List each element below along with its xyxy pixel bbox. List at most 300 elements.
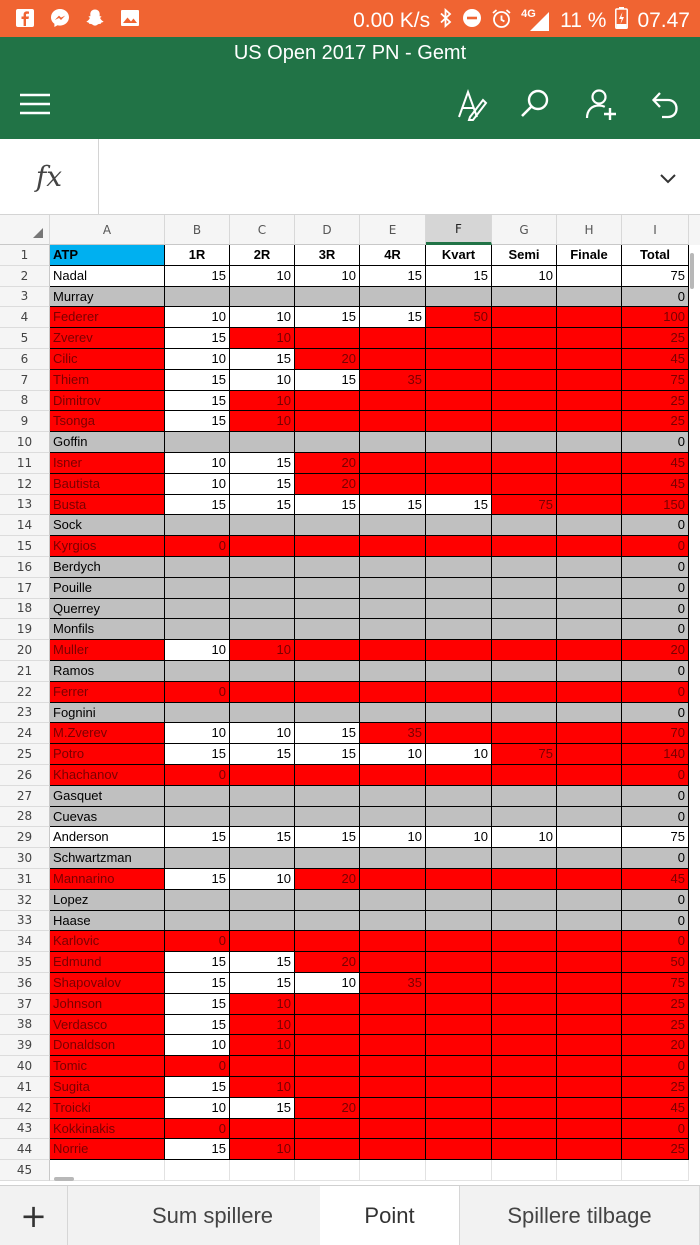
score-cell[interactable]: 15: [230, 495, 295, 516]
score-cell[interactable]: 0: [622, 786, 689, 807]
player-name-cell[interactable]: Potro: [50, 744, 165, 765]
score-cell[interactable]: 10: [165, 1098, 230, 1119]
score-cell[interactable]: [360, 931, 426, 952]
horizontal-scrollbar[interactable]: [54, 1177, 74, 1181]
score-cell[interactable]: [426, 536, 492, 557]
score-cell[interactable]: [492, 911, 557, 932]
row-header[interactable]: 10: [0, 432, 50, 453]
score-cell[interactable]: [360, 515, 426, 536]
score-cell[interactable]: [230, 786, 295, 807]
row-header[interactable]: 8: [0, 391, 50, 412]
search-icon[interactable]: [517, 86, 553, 122]
score-cell[interactable]: 0: [622, 682, 689, 703]
score-cell[interactable]: [557, 391, 622, 412]
score-cell[interactable]: [165, 911, 230, 932]
score-cell[interactable]: 10: [165, 307, 230, 328]
score-cell[interactable]: [492, 931, 557, 952]
player-name-cell[interactable]: Mannarino: [50, 869, 165, 890]
score-cell[interactable]: [557, 578, 622, 599]
score-cell[interactable]: 10: [426, 827, 492, 848]
score-cell[interactable]: [295, 848, 360, 869]
score-cell[interactable]: [426, 1077, 492, 1098]
column-header-d[interactable]: D: [295, 215, 360, 245]
player-name-cell[interactable]: Berdych: [50, 557, 165, 578]
score-cell[interactable]: [295, 1119, 360, 1140]
score-cell[interactable]: 15: [165, 328, 230, 349]
empty-cell[interactable]: [492, 1160, 557, 1181]
score-cell[interactable]: [295, 1139, 360, 1160]
score-cell[interactable]: [492, 599, 557, 620]
score-cell[interactable]: [557, 786, 622, 807]
undo-icon[interactable]: [647, 86, 683, 122]
row-header[interactable]: 32: [0, 890, 50, 911]
score-cell[interactable]: [230, 661, 295, 682]
select-all-corner[interactable]: [0, 215, 50, 245]
score-cell[interactable]: 10: [230, 266, 295, 287]
score-cell[interactable]: [492, 994, 557, 1015]
empty-cell[interactable]: [295, 1160, 360, 1181]
player-name-cell[interactable]: Lopez: [50, 890, 165, 911]
player-name-cell[interactable]: Goffin: [50, 432, 165, 453]
score-cell[interactable]: [360, 1077, 426, 1098]
score-cell[interactable]: [426, 994, 492, 1015]
score-cell[interactable]: [295, 765, 360, 786]
row-header[interactable]: 11: [0, 453, 50, 474]
empty-cell[interactable]: [360, 1160, 426, 1181]
score-cell[interactable]: 0: [165, 1056, 230, 1077]
score-cell[interactable]: [557, 1119, 622, 1140]
hamburger-menu-icon[interactable]: [17, 86, 53, 122]
score-cell[interactable]: [492, 536, 557, 557]
score-cell[interactable]: [360, 869, 426, 890]
score-cell[interactable]: 10: [230, 1139, 295, 1160]
row-header[interactable]: 43: [0, 1119, 50, 1140]
row-header[interactable]: 28: [0, 807, 50, 828]
row-header[interactable]: 45: [0, 1160, 50, 1181]
score-cell[interactable]: 0: [622, 911, 689, 932]
score-cell[interactable]: [426, 370, 492, 391]
player-name-cell[interactable]: Donaldson: [50, 1035, 165, 1056]
column-header-c[interactable]: C: [230, 215, 295, 245]
score-cell[interactable]: [557, 536, 622, 557]
score-cell[interactable]: [492, 765, 557, 786]
score-cell[interactable]: [230, 911, 295, 932]
player-name-cell[interactable]: Ferrer: [50, 682, 165, 703]
score-cell[interactable]: 75: [492, 744, 557, 765]
score-cell[interactable]: [492, 869, 557, 890]
score-cell[interactable]: [360, 682, 426, 703]
score-cell[interactable]: [557, 911, 622, 932]
score-cell[interactable]: [557, 599, 622, 620]
score-cell[interactable]: 15: [230, 1098, 295, 1119]
player-name-cell[interactable]: Murray: [50, 287, 165, 308]
score-cell[interactable]: [426, 848, 492, 869]
score-cell[interactable]: [165, 661, 230, 682]
score-cell[interactable]: 15: [165, 744, 230, 765]
score-cell[interactable]: [492, 807, 557, 828]
score-cell[interactable]: [557, 1035, 622, 1056]
add-person-icon[interactable]: [583, 86, 619, 122]
score-cell[interactable]: [426, 682, 492, 703]
score-cell[interactable]: [426, 599, 492, 620]
score-cell[interactable]: 35: [360, 723, 426, 744]
score-cell[interactable]: 0: [622, 848, 689, 869]
score-cell[interactable]: [426, 557, 492, 578]
score-cell[interactable]: [492, 848, 557, 869]
score-cell[interactable]: 15: [360, 266, 426, 287]
score-cell[interactable]: 25: [622, 391, 689, 412]
score-cell[interactable]: [492, 1077, 557, 1098]
score-cell[interactable]: 0: [622, 599, 689, 620]
score-cell[interactable]: 0: [622, 536, 689, 557]
row-header[interactable]: 36: [0, 973, 50, 994]
score-cell[interactable]: [557, 1056, 622, 1077]
row-header[interactable]: 17: [0, 578, 50, 599]
score-cell[interactable]: [295, 807, 360, 828]
score-cell[interactable]: [295, 619, 360, 640]
score-cell[interactable]: [360, 765, 426, 786]
player-name-cell[interactable]: Troicki: [50, 1098, 165, 1119]
score-cell[interactable]: [360, 952, 426, 973]
score-cell[interactable]: 20: [622, 1035, 689, 1056]
score-cell[interactable]: 15: [295, 495, 360, 516]
player-name-cell[interactable]: Verdasco: [50, 1015, 165, 1036]
header-cell-i[interactable]: Total: [622, 245, 689, 266]
score-cell[interactable]: [557, 640, 622, 661]
score-cell[interactable]: [557, 1098, 622, 1119]
score-cell[interactable]: [360, 1139, 426, 1160]
score-cell[interactable]: 50: [622, 952, 689, 973]
score-cell[interactable]: 10: [165, 1035, 230, 1056]
score-cell[interactable]: [230, 1056, 295, 1077]
score-cell[interactable]: 10: [230, 869, 295, 890]
row-header[interactable]: 6: [0, 349, 50, 370]
score-cell[interactable]: [360, 1119, 426, 1140]
score-cell[interactable]: [426, 453, 492, 474]
score-cell[interactable]: 45: [622, 869, 689, 890]
score-cell[interactable]: [360, 453, 426, 474]
score-cell[interactable]: 75: [492, 495, 557, 516]
score-cell[interactable]: [295, 931, 360, 952]
score-cell[interactable]: [492, 1139, 557, 1160]
header-cell-a[interactable]: ATP: [50, 245, 165, 266]
score-cell[interactable]: 10: [230, 994, 295, 1015]
score-cell[interactable]: 15: [165, 266, 230, 287]
row-header[interactable]: 12: [0, 474, 50, 495]
score-cell[interactable]: 0: [622, 1119, 689, 1140]
score-cell[interactable]: [426, 1035, 492, 1056]
score-cell[interactable]: 0: [622, 578, 689, 599]
score-cell[interactable]: [360, 848, 426, 869]
score-cell[interactable]: 15: [230, 474, 295, 495]
score-cell[interactable]: 10: [165, 640, 230, 661]
row-header[interactable]: 7: [0, 370, 50, 391]
score-cell[interactable]: 150: [622, 495, 689, 516]
score-cell[interactable]: [230, 931, 295, 952]
score-cell[interactable]: [426, 786, 492, 807]
player-name-cell[interactable]: Sock: [50, 515, 165, 536]
player-name-cell[interactable]: Muller: [50, 640, 165, 661]
row-header[interactable]: 35: [0, 952, 50, 973]
score-cell[interactable]: 15: [360, 495, 426, 516]
score-cell[interactable]: 10: [230, 391, 295, 412]
row-header[interactable]: 15: [0, 536, 50, 557]
score-cell[interactable]: 15: [165, 973, 230, 994]
score-cell[interactable]: 75: [622, 827, 689, 848]
score-cell[interactable]: [557, 1077, 622, 1098]
spreadsheet-grid[interactable]: [0, 215, 700, 1185]
score-cell[interactable]: [426, 973, 492, 994]
score-cell[interactable]: [360, 536, 426, 557]
score-cell[interactable]: 10: [230, 640, 295, 661]
score-cell[interactable]: 15: [426, 266, 492, 287]
score-cell[interactable]: 0: [165, 931, 230, 952]
score-cell[interactable]: 15: [230, 453, 295, 474]
score-cell[interactable]: 50: [426, 307, 492, 328]
score-cell[interactable]: 45: [622, 474, 689, 495]
header-cell-b[interactable]: 1R: [165, 245, 230, 266]
empty-cell[interactable]: [557, 1160, 622, 1181]
score-cell[interactable]: [557, 994, 622, 1015]
score-cell[interactable]: [295, 578, 360, 599]
score-cell[interactable]: [295, 328, 360, 349]
score-cell[interactable]: 15: [360, 307, 426, 328]
score-cell[interactable]: [426, 1098, 492, 1119]
score-cell[interactable]: 10: [165, 349, 230, 370]
score-cell[interactable]: [360, 557, 426, 578]
score-cell[interactable]: [492, 557, 557, 578]
score-cell[interactable]: [295, 411, 360, 432]
column-header-e[interactable]: E: [360, 215, 426, 245]
score-cell[interactable]: 15: [165, 994, 230, 1015]
score-cell[interactable]: 100: [622, 307, 689, 328]
player-name-cell[interactable]: Karlovic: [50, 931, 165, 952]
score-cell[interactable]: 15: [165, 370, 230, 391]
add-sheet-button[interactable]: +: [0, 1186, 68, 1245]
score-cell[interactable]: 15: [165, 1139, 230, 1160]
score-cell[interactable]: 15: [230, 973, 295, 994]
score-cell[interactable]: [492, 1119, 557, 1140]
score-cell[interactable]: 25: [622, 994, 689, 1015]
score-cell[interactable]: [165, 619, 230, 640]
empty-cell[interactable]: [426, 1160, 492, 1181]
player-name-cell[interactable]: Haase: [50, 911, 165, 932]
score-cell[interactable]: [360, 328, 426, 349]
score-cell[interactable]: [360, 661, 426, 682]
row-header[interactable]: 24: [0, 723, 50, 744]
score-cell[interactable]: 0: [165, 682, 230, 703]
score-cell[interactable]: [492, 453, 557, 474]
player-name-cell[interactable]: Federer: [50, 307, 165, 328]
score-cell[interactable]: [426, 1119, 492, 1140]
score-cell[interactable]: [557, 744, 622, 765]
score-cell[interactable]: 15: [165, 952, 230, 973]
score-cell[interactable]: [165, 807, 230, 828]
score-cell[interactable]: 15: [230, 349, 295, 370]
player-name-cell[interactable]: Thiem: [50, 370, 165, 391]
player-name-cell[interactable]: Dimitrov: [50, 391, 165, 412]
score-cell[interactable]: 20: [295, 1098, 360, 1119]
score-cell[interactable]: [360, 994, 426, 1015]
score-cell[interactable]: [230, 557, 295, 578]
score-cell[interactable]: 10: [360, 744, 426, 765]
score-cell[interactable]: [165, 599, 230, 620]
score-cell[interactable]: 35: [360, 973, 426, 994]
row-header[interactable]: 27: [0, 786, 50, 807]
player-name-cell[interactable]: Shapovalov: [50, 973, 165, 994]
score-cell[interactable]: [492, 703, 557, 724]
score-cell[interactable]: [557, 661, 622, 682]
score-cell[interactable]: 140: [622, 744, 689, 765]
score-cell[interactable]: [492, 411, 557, 432]
score-cell[interactable]: 75: [622, 266, 689, 287]
player-name-cell[interactable]: Monfils: [50, 619, 165, 640]
score-cell[interactable]: [426, 765, 492, 786]
score-cell[interactable]: 15: [426, 495, 492, 516]
score-cell[interactable]: [360, 1056, 426, 1077]
tab-point[interactable]: Point: [320, 1186, 460, 1245]
score-cell[interactable]: 15: [295, 370, 360, 391]
score-cell[interactable]: [295, 640, 360, 661]
score-cell[interactable]: 25: [622, 1015, 689, 1036]
column-header-i[interactable]: I: [622, 215, 689, 245]
row-header[interactable]: 2: [0, 266, 50, 287]
score-cell[interactable]: [557, 495, 622, 516]
row-header[interactable]: 20: [0, 640, 50, 661]
score-cell[interactable]: [360, 619, 426, 640]
score-cell[interactable]: [557, 682, 622, 703]
score-cell[interactable]: [360, 578, 426, 599]
score-cell[interactable]: 0: [622, 703, 689, 724]
player-name-cell[interactable]: Fognini: [50, 703, 165, 724]
header-cell-c[interactable]: 2R: [230, 245, 295, 266]
score-cell[interactable]: 10: [230, 723, 295, 744]
score-cell[interactable]: [557, 1139, 622, 1160]
score-cell[interactable]: 45: [622, 453, 689, 474]
score-cell[interactable]: [426, 911, 492, 932]
score-cell[interactable]: [557, 703, 622, 724]
score-cell[interactable]: 15: [165, 1077, 230, 1098]
player-name-cell[interactable]: Pouille: [50, 578, 165, 599]
score-cell[interactable]: [426, 578, 492, 599]
score-cell[interactable]: [426, 869, 492, 890]
score-cell[interactable]: 10: [230, 1015, 295, 1036]
score-cell[interactable]: [360, 391, 426, 412]
score-cell[interactable]: [557, 370, 622, 391]
score-cell[interactable]: 15: [165, 411, 230, 432]
score-cell[interactable]: [360, 1098, 426, 1119]
score-cell[interactable]: [492, 682, 557, 703]
score-cell[interactable]: 10: [230, 411, 295, 432]
score-cell[interactable]: [360, 1015, 426, 1036]
header-cell-f[interactable]: Kvart: [426, 245, 492, 266]
score-cell[interactable]: [295, 1015, 360, 1036]
score-cell[interactable]: 10: [165, 474, 230, 495]
score-cell[interactable]: 10: [230, 328, 295, 349]
score-cell[interactable]: 0: [622, 557, 689, 578]
score-cell[interactable]: [557, 765, 622, 786]
row-header[interactable]: 42: [0, 1098, 50, 1119]
chevron-down-icon[interactable]: [650, 161, 686, 197]
header-cell-e[interactable]: 4R: [360, 245, 426, 266]
row-header[interactable]: 9: [0, 411, 50, 432]
score-cell[interactable]: 10: [165, 453, 230, 474]
player-name-cell[interactable]: Ramos: [50, 661, 165, 682]
score-cell[interactable]: [492, 515, 557, 536]
score-cell[interactable]: [426, 952, 492, 973]
score-cell[interactable]: [230, 1119, 295, 1140]
player-name-cell[interactable]: Bautista: [50, 474, 165, 495]
score-cell[interactable]: [557, 869, 622, 890]
score-cell[interactable]: 20: [295, 474, 360, 495]
score-cell[interactable]: [426, 807, 492, 828]
score-cell[interactable]: [557, 557, 622, 578]
score-cell[interactable]: [165, 703, 230, 724]
column-header-f[interactable]: F: [426, 215, 492, 245]
score-cell[interactable]: [230, 536, 295, 557]
score-cell[interactable]: [492, 890, 557, 911]
score-cell[interactable]: [360, 911, 426, 932]
score-cell[interactable]: 0: [622, 287, 689, 308]
score-cell[interactable]: 0: [622, 661, 689, 682]
score-cell[interactable]: 0: [165, 536, 230, 557]
score-cell[interactable]: [492, 619, 557, 640]
row-header[interactable]: 38: [0, 1015, 50, 1036]
player-name-cell[interactable]: Cuevas: [50, 807, 165, 828]
score-cell[interactable]: 0: [165, 765, 230, 786]
player-name-cell[interactable]: Edmund: [50, 952, 165, 973]
score-cell[interactable]: [426, 474, 492, 495]
score-cell[interactable]: [426, 515, 492, 536]
score-cell[interactable]: [557, 973, 622, 994]
score-cell[interactable]: 15: [295, 827, 360, 848]
score-cell[interactable]: [360, 287, 426, 308]
row-header[interactable]: 37: [0, 994, 50, 1015]
row-header[interactable]: 29: [0, 827, 50, 848]
player-name-cell[interactable]: Querrey: [50, 599, 165, 620]
score-cell[interactable]: [557, 411, 622, 432]
score-cell[interactable]: [295, 515, 360, 536]
score-cell[interactable]: 25: [622, 1139, 689, 1160]
score-cell[interactable]: 15: [230, 744, 295, 765]
score-cell[interactable]: [426, 890, 492, 911]
score-cell[interactable]: [230, 807, 295, 828]
score-cell[interactable]: [557, 827, 622, 848]
score-cell[interactable]: [230, 599, 295, 620]
score-cell[interactable]: 0: [622, 432, 689, 453]
score-cell[interactable]: 10: [492, 827, 557, 848]
score-cell[interactable]: [230, 765, 295, 786]
score-cell[interactable]: [426, 432, 492, 453]
score-cell[interactable]: [557, 723, 622, 744]
score-cell[interactable]: [295, 1035, 360, 1056]
score-cell[interactable]: [295, 911, 360, 932]
score-cell[interactable]: 10: [360, 827, 426, 848]
score-cell[interactable]: [557, 931, 622, 952]
score-cell[interactable]: 15: [230, 952, 295, 973]
score-cell[interactable]: [426, 703, 492, 724]
score-cell[interactable]: [557, 848, 622, 869]
score-cell[interactable]: 25: [622, 1077, 689, 1098]
score-cell[interactable]: 35: [360, 370, 426, 391]
player-name-cell[interactable]: Khachanov: [50, 765, 165, 786]
score-cell[interactable]: 15: [295, 307, 360, 328]
player-name-cell[interactable]: Isner: [50, 453, 165, 474]
fx-label[interactable]: fx: [0, 139, 99, 214]
score-cell[interactable]: [426, 723, 492, 744]
score-cell[interactable]: 75: [622, 370, 689, 391]
score-cell[interactable]: [426, 1139, 492, 1160]
